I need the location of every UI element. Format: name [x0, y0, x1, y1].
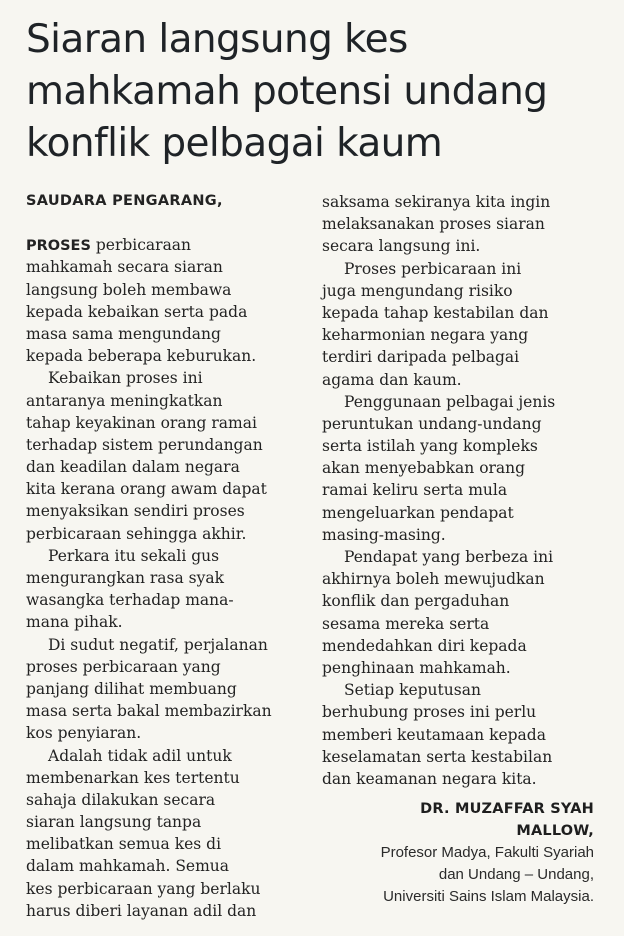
body-text: langsung boleh membawa — [26, 280, 232, 299]
body-text-line — [26, 855, 298, 877]
body-text: Di sudut negatif, perjalanan — [48, 635, 268, 654]
body-text: kepada kebaikan serta pada — [26, 302, 248, 321]
body-text: saksama sekiranya kita ingin — [322, 193, 551, 211]
body-text-line — [322, 724, 600, 746]
left-column — [26, 190, 298, 922]
body-text-line — [322, 369, 600, 391]
body-text: membenarkan kes tertentu — [26, 768, 240, 787]
body-text-line — [26, 678, 298, 700]
body-text: mengeluarkan pendapat — [322, 503, 514, 522]
right-column — [322, 191, 600, 790]
body-text: kepada tahap kestabilan dan — [322, 303, 549, 322]
body-text: melaksanakan proses siaran — [322, 215, 545, 234]
body-text: terdiri daripada pelbagai — [322, 348, 520, 367]
body-text-line — [26, 767, 298, 789]
body-text: kita kerana orang awam dapat — [26, 480, 267, 499]
body-text: masa sama mengundang — [26, 324, 221, 343]
body-text-line — [322, 590, 600, 612]
body-text: konflik dan pergaduhan — [322, 592, 510, 611]
body-text: Setiap keputusan — [344, 681, 481, 700]
author-affiliation: Profesor Madya, Fakulti Syariah — [380, 844, 594, 861]
body-text: panjang dilihat membuang — [26, 679, 237, 698]
body-text-line — [26, 833, 298, 855]
body-text-line — [26, 589, 298, 611]
body-text-line — [26, 390, 298, 412]
author-affiliation: Universiti Sains Islam Malaysia. — [383, 888, 594, 905]
body-text: keselamatan serta kestabilan — [322, 747, 553, 766]
author-name: MALLOW, — [516, 823, 594, 839]
body-text: Adalah tidak adil untuk — [48, 746, 232, 765]
body-text-line — [26, 301, 298, 323]
body-text: agama dan kaum. — [322, 370, 462, 389]
body-text: Proses perbicaraan ini — [344, 259, 522, 278]
body-text: juga mengundang risiko — [322, 281, 513, 300]
body-text-line — [322, 679, 600, 701]
body-text-line — [322, 457, 600, 479]
body-text: siaran langsung tanpa — [26, 813, 202, 832]
body-text: terhadap sistem perundangan — [26, 435, 263, 454]
body-text: wasangka terhadap mana- — [26, 591, 234, 610]
body-text-line — [26, 611, 298, 633]
body-text-line — [26, 234, 298, 256]
body-text: Pendapat yang berbeza ini — [344, 548, 554, 566]
body-text: Penggunaan pelbagai jenis — [344, 392, 556, 411]
body-text-line — [26, 500, 298, 522]
body-text: sesama mereka serta — [322, 614, 490, 633]
body-text-line — [322, 546, 600, 568]
body-text: keharmonian negara yang — [322, 326, 529, 345]
body-text-line — [322, 324, 600, 346]
body-text-line — [26, 789, 298, 811]
body-text-line — [26, 478, 298, 500]
body-text-line — [26, 256, 298, 278]
right-column-body — [322, 191, 600, 790]
body-text: serta istilah yang kompleks — [322, 437, 538, 456]
body-text: berhubung proses ini perlu — [322, 703, 537, 722]
body-text-line — [26, 345, 298, 367]
body-text-line — [322, 413, 600, 435]
body-text-line — [322, 258, 600, 280]
body-text: Kebaikan proses ini — [48, 369, 203, 388]
body-text: mahkamah secara siaran — [26, 258, 223, 277]
body-text-line — [322, 191, 600, 213]
body-text-line — [26, 456, 298, 478]
body-text: mana pihak. — [26, 613, 123, 632]
body-text: akhirnya boleh mewujudkan — [322, 570, 545, 589]
body-text-line — [26, 545, 298, 567]
body-text: Perkara itu sekali gus — [48, 546, 220, 565]
body-text: masing-masing. — [322, 525, 446, 544]
body-text-line — [26, 900, 298, 922]
body-text-line — [322, 213, 600, 235]
body-text-line — [322, 635, 600, 657]
body-text-line — [26, 700, 298, 722]
body-text: harus diberi layanan adil dan — [26, 901, 257, 920]
left-column-body — [26, 234, 298, 922]
body-text-line — [322, 391, 600, 413]
body-text-line — [26, 722, 298, 744]
body-text: kes perbicaraan yang berlaku — [26, 879, 261, 898]
body-text: sahaja dilakukan secara — [26, 790, 216, 809]
body-text-line — [322, 701, 600, 723]
body-text-line — [26, 367, 298, 389]
author-affiliation: dan Undang – Undang, — [438, 866, 594, 883]
author-name: DR. MUZAFFAR SYAH — [420, 801, 594, 817]
body-text: peruntukan undang-undang — [322, 414, 542, 433]
body-text-line — [26, 323, 298, 345]
body-text: memberi keutamaan kepada — [322, 725, 546, 744]
body-text-line — [26, 434, 298, 456]
body-text-line — [322, 746, 600, 768]
body-text: dalam mahkamah. Semua — [26, 857, 230, 876]
headline-line: Siaran langsung kes — [26, 17, 408, 62]
body-text-line — [322, 768, 600, 790]
body-text: proses perbicaraan yang — [26, 657, 221, 676]
body-text: kepada beberapa keburukan. — [26, 347, 257, 366]
body-text-line — [322, 613, 600, 635]
body-text-line — [26, 567, 298, 589]
headline-line: mahkamah potensi undang — [26, 69, 548, 114]
body-text: melibatkan semua kes di — [26, 835, 222, 854]
body-text: masa serta bakal membazirkan — [26, 702, 272, 721]
signature-block — [294, 798, 594, 908]
headline — [26, 14, 616, 170]
body-text-line — [322, 479, 600, 501]
body-text-line — [322, 346, 600, 368]
body-text: dan keamanan negara kita. — [322, 769, 537, 788]
body-text: ramai keliru serta mula — [322, 481, 508, 500]
body-text-line — [26, 412, 298, 434]
body-text-line — [322, 235, 600, 257]
body-text: akan menyebabkan orang — [322, 459, 526, 478]
body-text-line — [322, 280, 600, 302]
salutation: SAUDARA PENGARANG, — [26, 193, 223, 209]
body-text-line — [26, 634, 298, 656]
body-text: tahap keyakinan orang ramai — [26, 413, 257, 432]
body-text-line — [322, 657, 600, 679]
body-text: perbicaraan — [90, 236, 192, 255]
body-text: antaranya meningkatkan — [26, 391, 223, 410]
body-text-line — [322, 568, 600, 590]
body-text: penghinaan mahkamah. — [322, 658, 511, 677]
body-text-line — [26, 811, 298, 833]
body-text-line — [26, 656, 298, 678]
body-text-line — [26, 878, 298, 900]
body-text-line — [322, 435, 600, 457]
headline-line: konflik pelbagai kaum — [26, 121, 443, 166]
body-text-line — [322, 302, 600, 324]
body-text: kos penyiaran. — [26, 724, 142, 743]
body-text: dan keadilan dalam negara — [26, 458, 240, 477]
body-text-line — [322, 524, 600, 546]
body-text: menyaksikan sendiri proses — [26, 502, 245, 521]
body-text-line — [26, 745, 298, 767]
lead-word: PROSES — [26, 238, 91, 255]
body-text: secara langsung ini. — [322, 237, 481, 256]
body-text: mengurangkan rasa syak — [26, 569, 224, 588]
body-text-line — [26, 523, 298, 545]
body-text-line — [26, 279, 298, 301]
body-text: perbicaraan sehingga akhir. — [26, 524, 247, 543]
body-text: mendedahkan diri kepada — [322, 636, 527, 655]
body-text-line — [322, 502, 600, 524]
